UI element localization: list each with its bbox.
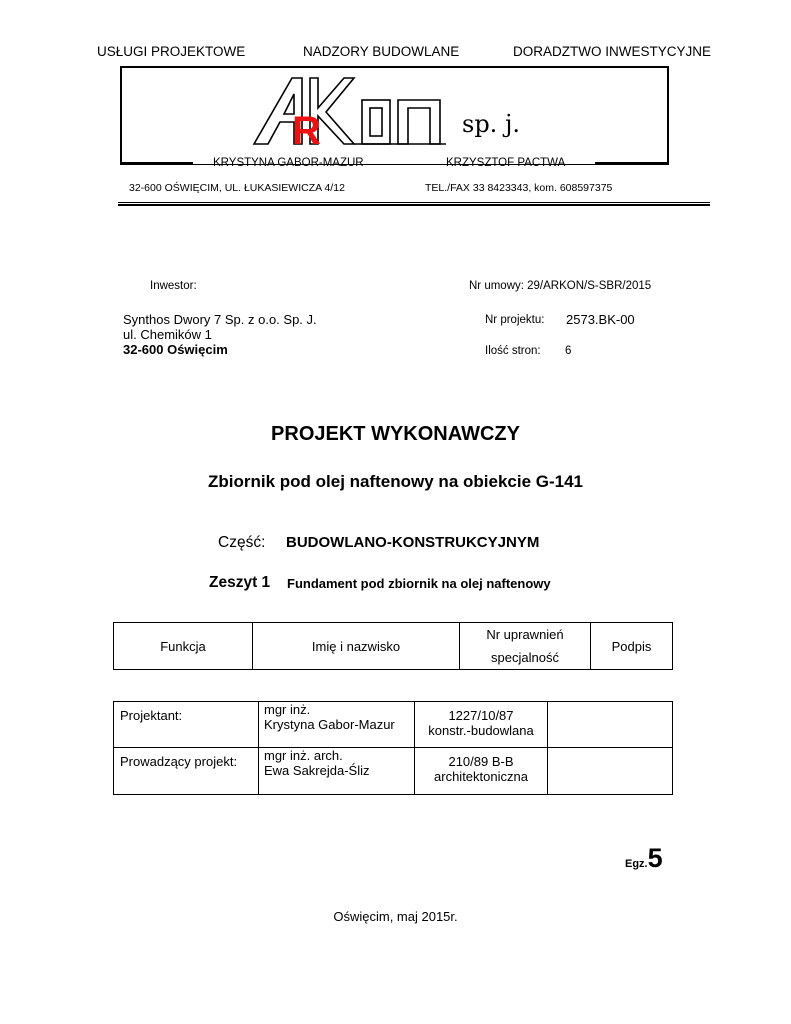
license-cell: 1227/10/87 konstr.-budowlana: [415, 702, 548, 748]
copy-label: Egz.: [625, 858, 648, 870]
investor-street: ul. Chemików 1: [123, 327, 212, 342]
part-label: Część:: [218, 534, 266, 551]
role-cell: Prowadzący projekt:: [114, 748, 259, 795]
signature-cell: [548, 702, 673, 748]
header-license: Nr uprawnień specjalność: [460, 623, 591, 670]
project-number-label: Nr projektu:: [485, 314, 545, 326]
volume-label: Zeszyt 1: [209, 574, 271, 591]
company-phone: TEL./FAX 33 8423343, kom. 608597375: [425, 182, 613, 194]
volume-value: Fundament pod zbiornik na olej naftenowy: [287, 576, 551, 591]
service-consulting: DORADZTWO INWESTYCYJNE: [513, 44, 711, 59]
service-design: USŁUGI PROJEKTOWE: [97, 44, 246, 59]
license-cell: 210/89 B-B architektoniczna: [415, 748, 548, 795]
header-name: Imię i nazwisko: [253, 623, 460, 670]
header-function: Funkcja: [114, 623, 253, 670]
header-signature: Podpis: [591, 623, 673, 670]
part-value: BUDOWLANO-KONSTRUKCYJNYM: [286, 534, 540, 551]
owner-2: KRZYSZTOF PACTWA: [446, 157, 566, 169]
investor-label: Inwestor:: [150, 280, 197, 292]
investor-city: 32-600 Oświęcim: [123, 342, 228, 357]
table-row: [114, 702, 673, 748]
page-count: 6: [565, 345, 572, 357]
arkon-logo: [250, 74, 450, 148]
name-cell: mgr inż. Krystyna Gabor-Mazur: [259, 702, 415, 748]
document-subtitle: Zbiornik pod olej naftenowy na obiekcie G-141: [207, 472, 583, 491]
owner-1: KRYSTYNA GABOR-MAZUR: [213, 157, 364, 169]
signature-cell: [548, 748, 673, 795]
investor-name: Synthos Dwory 7 Sp. z o.o. Sp. J.: [123, 312, 317, 327]
contract-number: Nr umowy: 29/ARKON/S-SBR/2015: [469, 280, 652, 292]
service-supervision: NADZORY BUDOWLANE: [303, 44, 460, 59]
name-cell: mgr inż. arch. Ewa Sakrejda-Śliz: [259, 748, 415, 795]
copy-value: 5: [647, 843, 663, 873]
role-cell: Projektant:: [114, 702, 259, 748]
copy-number: [625, 843, 663, 874]
document-title: PROJEKT WYKONAWCZY: [271, 423, 520, 445]
logo-suffix: sp. j.: [462, 110, 521, 138]
company-address: 32-600 OŚWIĘCIM, UL. ŁUKASIEWICZA 4/12: [129, 182, 345, 194]
signatories-table: [113, 701, 673, 795]
svg-text:R: R: [292, 109, 321, 148]
project-number: 2573.BK-00: [566, 312, 635, 327]
page-count-label: Ilość stron:: [485, 345, 541, 357]
header-divider: [118, 202, 710, 203]
table-row: [114, 748, 673, 795]
place-date: Oświęcim, maj 2015r.: [333, 909, 458, 924]
signatures-header-table: [113, 622, 673, 670]
